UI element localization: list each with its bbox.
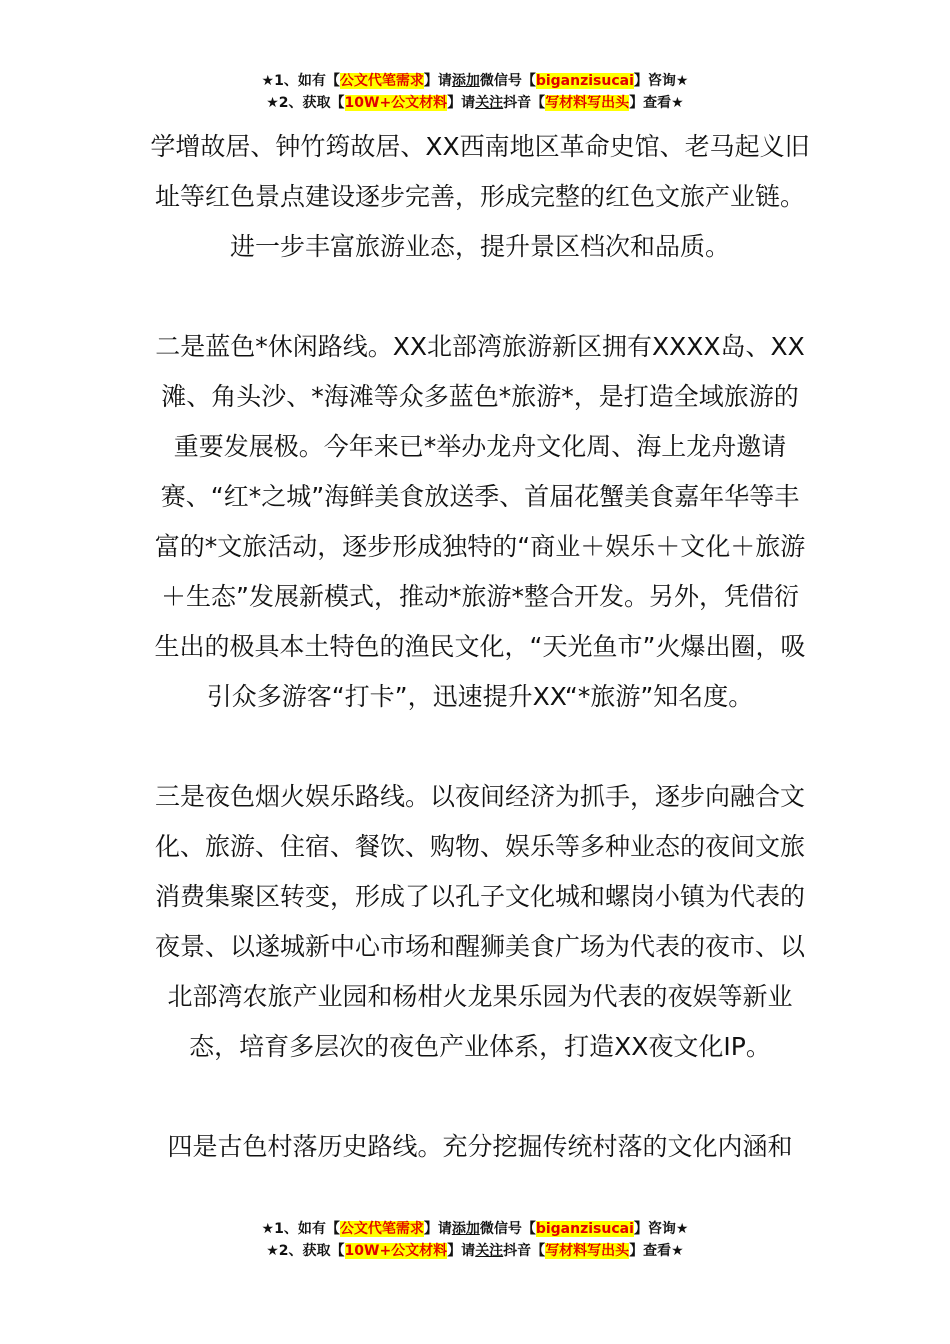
paragraph: 学增故居、钟竹筠故居、XX西南地区革命史馆、老马起义旧址等红色景点建设逐步完善，形成完整的红色文旅产业链。进一步丰富旅游业态，提升景区档次和品质。: [150, 132, 810, 261]
banner-text: 抖音【: [503, 1243, 546, 1259]
banner-text: 】请: [423, 73, 452, 89]
banner-line-1: [0, 1218, 950, 1240]
banner-text: ★1、如有【: [261, 1221, 340, 1237]
banner-underline: 添加: [451, 73, 480, 89]
banner-text: 】请: [447, 95, 476, 111]
banner-text: 】请: [447, 1243, 476, 1259]
document-body: [150, 122, 810, 1172]
banner-text: 】咨询★: [633, 1221, 689, 1237]
banner-text: 抖音【: [503, 95, 546, 111]
banner-highlight: 10W+公文材料: [344, 95, 448, 111]
banner-line-1: [0, 70, 950, 92]
banner-text: 】查看★: [629, 1243, 684, 1259]
paragraph: 三是夜色烟火娱乐路线。以夜间经济为抓手，逐步向融合文化、旅游、住宿、餐饮、购物、娱乐等多种业态的夜间文旅消费集聚区转变，形成了以孔子文化城和螺岗小镇为代表的夜景、以遂城新中心市场和醒狮美食广场为代表的夜市、以北部湾农旅产业园和杨柑火龙果乐园为代表的夜娱等新业态，培育多层次的夜色产业体系，打造XX夜文化IP。: [154, 782, 805, 1061]
banner-highlight: 公文代笔需求: [339, 73, 424, 89]
banner-text: ★1、如有【: [261, 73, 340, 89]
banner-highlight: 公文代笔需求: [339, 1221, 424, 1237]
banner-line-2: [0, 1240, 950, 1262]
banner-text: 】咨询★: [633, 73, 689, 89]
banner-highlight: 写材料写出头: [545, 1243, 630, 1259]
banner-highlight: biganzisucai: [535, 73, 634, 89]
banner-text: 】查看★: [629, 95, 684, 111]
banner-underline: 关注: [475, 95, 504, 111]
banner-text: 】请: [423, 1221, 452, 1237]
banner-text: ★2、获取【: [266, 1243, 345, 1259]
banner-highlight: biganzisucai: [535, 1221, 634, 1237]
banner-underline: 添加: [451, 1221, 480, 1237]
paragraph: 二是蓝色*休闲路线。XX北部湾旅游新区拥有XXXX岛、XX滩、角头沙、*海滩等众多蓝色*旅游*，是打造全域旅游的重要发展极。今年来已*举办龙舟文化周、海上龙舟邀请赛、“红*之城”海鲜美食放送季、首届花蟹美食嘉年华等丰富的*文旅活动，逐步形成独特的“商业＋娱乐＋文化＋旅游＋生态”发展新模式，推动*旅游*整合开发。另外，凭借衍生出的极具本土特色的渔民文化，“天光鱼市”火爆出圈，吸引众多游客“打卡”，迅速提升XX“*旅游”知名度。: [154, 332, 806, 711]
banner-text: 微信号【: [479, 73, 536, 89]
banner-text: 微信号【: [479, 1221, 536, 1237]
header-banner: [0, 70, 950, 114]
banner-text: ★2、获取【: [266, 95, 345, 111]
banner-line-2: [0, 92, 950, 114]
banner-highlight: 写材料写出头: [545, 95, 630, 111]
paragraph: 四是古色村落历史路线。充分挖掘传统村落的文化内涵和: [167, 1132, 793, 1161]
banner-highlight: 10W+公文材料: [344, 1243, 448, 1259]
banner-underline: 关注: [475, 1243, 504, 1259]
footer-banner: [0, 1218, 950, 1262]
